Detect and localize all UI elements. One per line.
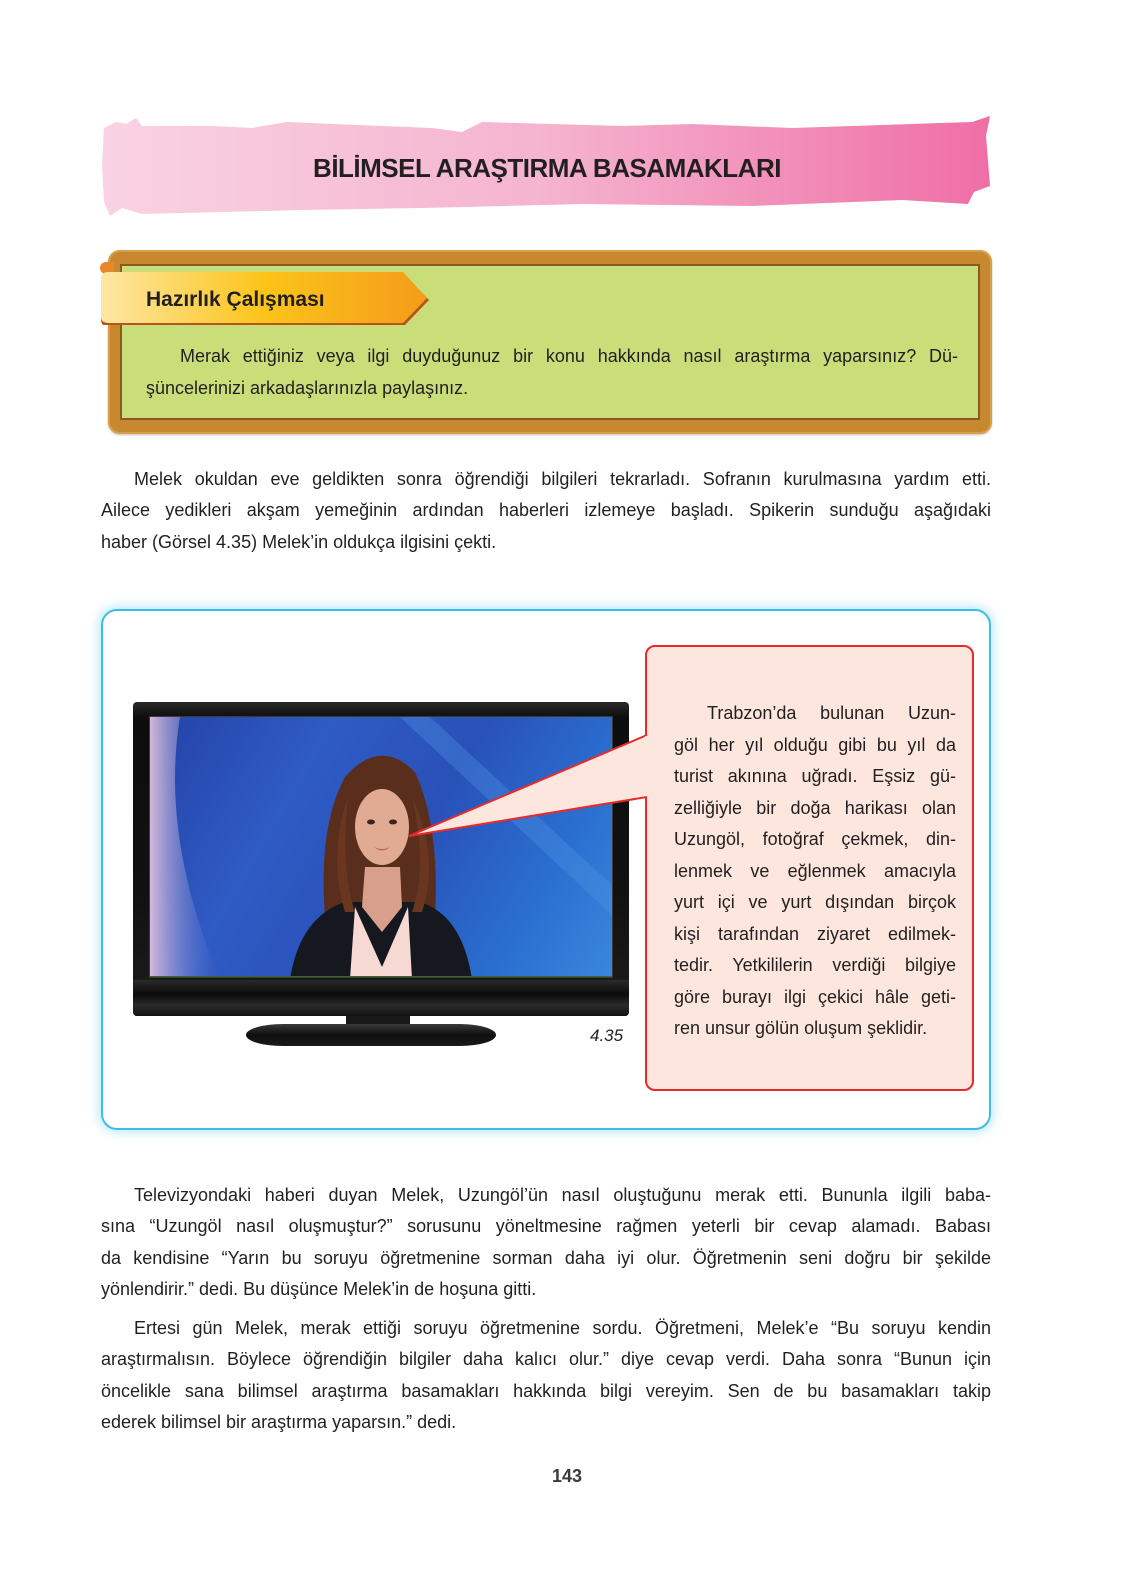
text-line: Trabzon’da bulunan Uzun- bbox=[707, 703, 956, 723]
text-line: da kendisine “Yarın bu soruyu öğretmenine sorman daha iyi olur. Öğretmenin seni doğru bir şekilde bbox=[101, 1247, 991, 1268]
text-line: yönlendirir.” dedi. Bu düşünce Melek’in de hoşuna gitti. bbox=[101, 1278, 537, 1299]
paragraph-2 bbox=[101, 1180, 991, 1305]
text-line: göre burayı ilgi çekici hâle geti- bbox=[674, 986, 956, 1007]
intro-paragraph bbox=[101, 464, 991, 558]
text-line: lenmek ve eğlenmek amacıyla bbox=[674, 860, 956, 881]
text-line: şüncelerinizi arkadaşlarınızla paylaşınız. bbox=[146, 378, 469, 398]
text-line: araştırmalısın. Böylece öğrendiğin bilgiler daha kalıcı olur.” diye cevap verdi. Daha sonra “Bunun için bbox=[101, 1349, 991, 1370]
text-line: haber (Görsel 4.35) Melek’in oldukça ilgisini çekti. bbox=[101, 531, 497, 552]
preparation-text bbox=[146, 340, 958, 404]
text-line: yurt içi ve yurt dışından birçok bbox=[674, 892, 956, 912]
text-line: Melek okuldan eve geldikten sonra öğrendiği bilgileri tekrarladı. Sofranın kurulmasına yardım etti. bbox=[134, 469, 991, 489]
text-line: Ertesi gün Melek, merak ettiği soruyu öğretmenine sordu. Öğretmeni, Melek’e “Bu soruyu kendin bbox=[134, 1318, 991, 1338]
text-line: Uzungöl, fotoğraf çekmek, din- bbox=[674, 829, 956, 849]
text-line: zelliğiyle bir doğa harikası olan bbox=[674, 797, 956, 818]
text-line: göl her yıl olduğu gibi bu yıl da bbox=[674, 734, 956, 755]
speech-bubble-pointer bbox=[405, 700, 650, 840]
text-line: Ailece yedikleri akşam yemeğinin ardından haberleri izlemeye başladı. Spikerin sunduğu aşağıdaki bbox=[101, 500, 991, 521]
text-line: kişi tarafından ziyaret edilmek- bbox=[674, 923, 956, 944]
page-title: BİLİMSEL ARAŞTIRMA BASAMAKLARI bbox=[313, 152, 781, 183]
text-line: sına “Uzungöl nasıl oluşmuştur?” sorusunu yöneltmesine rağmen yeterli bir cevap alamadı. Babası bbox=[101, 1216, 991, 1237]
text-line: öncelikle sana bilimsel araştırma basamakları hakkında bilgi vereyim. Sen de bu basamakları takip bbox=[101, 1380, 991, 1401]
text-line: ren unsur gölün oluşum şeklidir. bbox=[674, 1018, 928, 1038]
text-line: turist akınına uğradı. Eşsiz gü- bbox=[674, 766, 956, 786]
tv-stand-base bbox=[246, 1024, 496, 1046]
page-number: 143 bbox=[551, 1466, 583, 1486]
text-line: tedir. Yetkililerin verdiği bilgiye bbox=[674, 955, 956, 975]
preparation-ribbon bbox=[101, 272, 429, 325]
tv-bottom-bezel bbox=[133, 980, 629, 1016]
text-line: Televizyondaki haberi duyan Melek, Uzungöl’ün nasıl oluştuğunu merak etti. Bununla ilgili baba- bbox=[134, 1185, 991, 1205]
news-text bbox=[674, 698, 956, 1045]
paragraph-3 bbox=[101, 1313, 991, 1438]
text-line: Merak ettiğiniz veya ilgi duyduğunuz bir konu hakkında nasıl araştırma yaparsınız? Dü- bbox=[180, 346, 958, 366]
text-line: ederek bilimsel bir araştırma yaparsın.” dedi. bbox=[101, 1411, 457, 1432]
title-banner bbox=[102, 116, 992, 216]
figure-caption: 4.35 bbox=[590, 1026, 624, 1045]
preparation-heading: Hazırlık Çalışması bbox=[146, 288, 325, 311]
